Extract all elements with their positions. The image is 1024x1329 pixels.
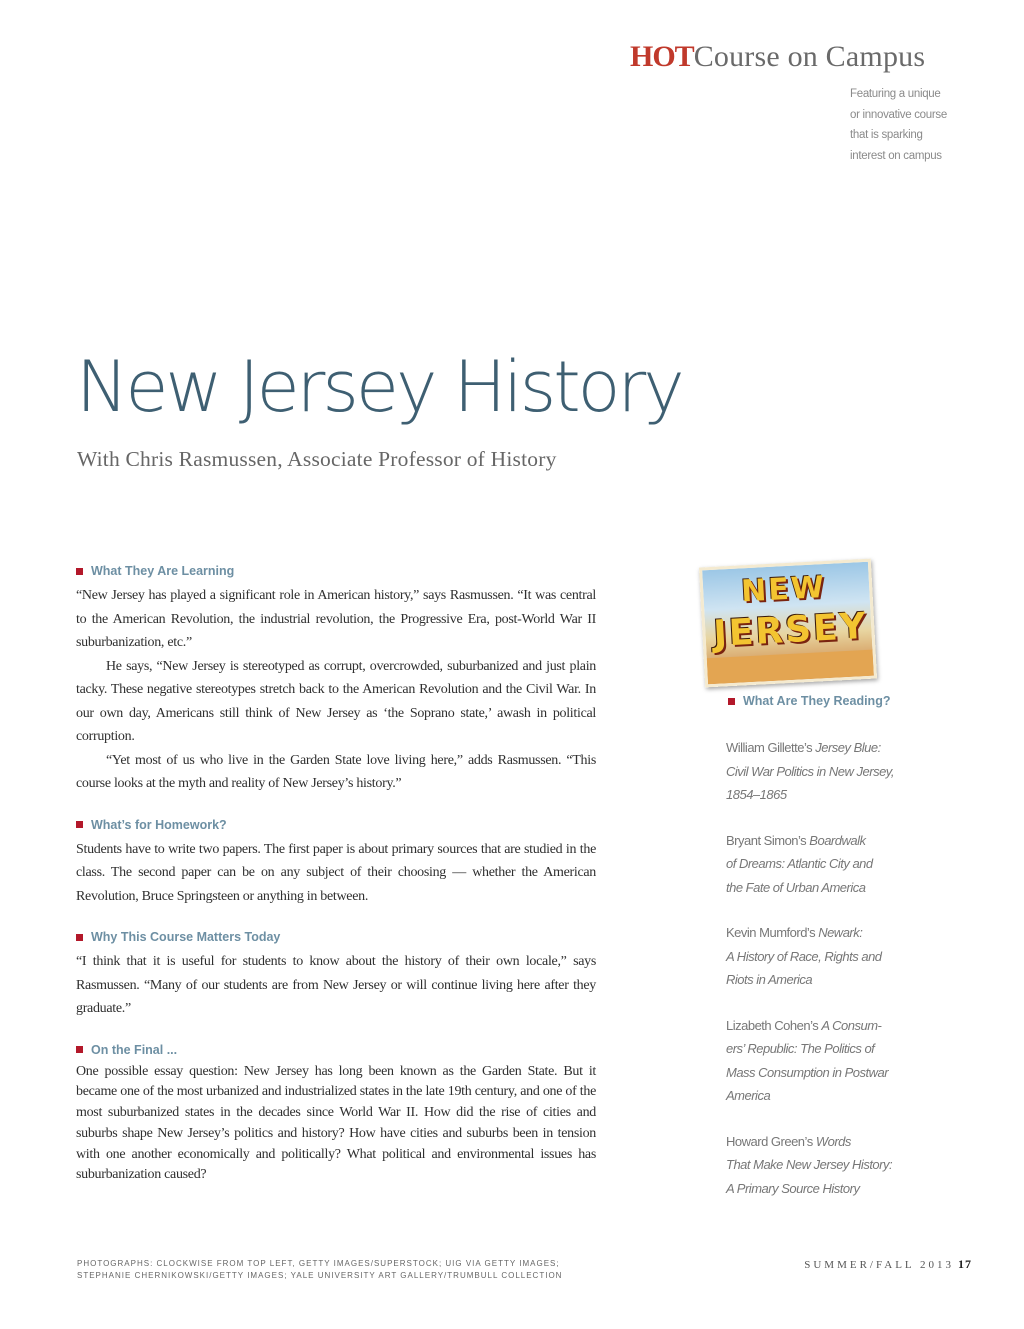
book-title: of Dreams: Atlantic City and — [726, 856, 873, 871]
postcard-word-jersey: JERSEY — [712, 605, 869, 655]
book-entry — [726, 1130, 926, 1201]
article-subtitle: With Chris Rasmussen, Associate Professor of History — [77, 447, 557, 471]
book-title: Boardwalk — [809, 832, 866, 848]
book-entry — [726, 829, 926, 900]
book-author: Bryant Simon’s — [726, 832, 810, 848]
paragraph: He says, “New Jersey is stereotyped as corrupt, overcrowded, suburbanized and just plain tacky. These negative stereotypes stretch back to the American Revolution and the Civil War. In our own day, Americans still think of New Jersey as ‘the Soprano state,’ awash in political corruption. — [76, 658, 596, 744]
book-entry — [726, 1014, 926, 1108]
section-heading — [76, 1041, 596, 1059]
square-bullet-icon — [76, 1046, 83, 1053]
reading-heading — [728, 694, 890, 708]
tagline-line: Featuring a unique — [850, 88, 941, 100]
book-title: Newark: — [818, 925, 863, 940]
masthead — [630, 40, 960, 162]
book-line — [726, 1130, 926, 1154]
square-bullet-icon — [728, 698, 735, 705]
book-author: Lizabeth Cohen’s — [726, 1017, 822, 1033]
section-heading-text: On the Final ... — [91, 1042, 178, 1057]
book-line — [726, 1014, 926, 1038]
paragraph: “New Jersey has played a significant role in American history,” says Rasmussen. “It was central to the American Revolution, the industrial revolution, the Progressive Era, post-World War II suburbanization, etc.” — [76, 588, 596, 650]
book-line — [726, 829, 926, 853]
book-line — [726, 1084, 926, 1108]
page-number: 17 — [958, 1257, 972, 1271]
book-author: William Gillette’s — [726, 740, 816, 755]
masthead-tagline — [850, 84, 970, 166]
masthead-title — [630, 40, 960, 74]
section-heading — [76, 562, 596, 580]
book-line — [726, 968, 926, 992]
paragraph: One possible essay question: New Jersey has long been known as the Garden State. But it became one of the most urbanized and industrialized states in the late 19th century, and one of the most suburbanized states in the decades since World War II. How did the rise of cities and suburbs shape New Jersey’s politics and history? How have cities and suburbs been in tension with one another economically and politically? What political and environmental issues has suburbanization caused? — [76, 1063, 596, 1183]
main-column — [76, 562, 596, 1186]
book-title: A History of Race, Rights and — [726, 948, 882, 964]
tagline-line: that is sparking — [850, 129, 923, 141]
paragraph: “I think that it is useful for students to know about the history of their own locale,” says Rasmussen. “Many of our students are from New Jersey or will continue living here after they graduate.” — [76, 954, 596, 1016]
book-author: Howard Green’s — [726, 1133, 816, 1149]
book-entry — [726, 736, 926, 807]
photo-credits — [77, 1258, 562, 1282]
book-line — [726, 783, 926, 807]
masthead-title-text: Course on Campus — [693, 40, 926, 73]
postcard-band — [707, 650, 874, 685]
book-title: Mass Consumption in Postwar — [726, 1064, 889, 1080]
tagline-line: or innovative course — [850, 108, 947, 121]
book-title: A Primary Source History — [726, 1180, 860, 1196]
section-final — [76, 1041, 596, 1187]
credit-line: PHOTOGRAPHS: CLOCKWISE FROM TOP LEFT, GETTY IMAGES/SUPERSTOCK; UIG VIA GETTY IMAGES; — [77, 1259, 560, 1268]
book-line — [726, 876, 926, 900]
book-title: 1854–1865 — [726, 787, 787, 802]
section-learning — [76, 562, 596, 796]
book-title: Civil War Politics in New Jersey, — [726, 763, 894, 779]
book-line — [726, 852, 926, 876]
book-title: America — [726, 1088, 771, 1103]
section-why-matters — [76, 928, 596, 1021]
book-title: Riots in America — [726, 972, 813, 987]
book-entry — [726, 921, 926, 992]
book-line — [726, 1153, 926, 1177]
paragraph: Students have to write two papers. The first paper is about primary sources that are studied in the class. The second paper can be on any subject of their choosing — whether the American Revolution, Bruce Springsteen or anything in between. — [76, 841, 596, 904]
square-bullet-icon — [76, 568, 83, 575]
book-title: A Consum- — [821, 1017, 882, 1033]
book-title: ers’ Republic: The Politics of — [726, 1041, 875, 1056]
article-title: New Jersey History — [76, 346, 682, 428]
book-title: That Make New Jersey History: — [726, 1157, 893, 1172]
book-title: Words — [815, 1133, 851, 1149]
section-homework — [76, 816, 596, 909]
paragraph: “Yet most of us who live in the Garden State love living here,” adds Rasmussen. “This course looks at the myth and reality of New Jersey’s history.” — [76, 752, 596, 791]
issue-label: SUMMER/FALL 2013 — [804, 1259, 954, 1271]
section-heading-text: Why This Course Matters Today — [91, 930, 281, 944]
book-title: Jersey Blue: — [815, 740, 881, 755]
postcard-word-new: NEW — [740, 569, 827, 610]
section-heading-text: What They Are Learning — [91, 564, 235, 578]
square-bullet-icon — [76, 934, 83, 941]
page-folio — [804, 1257, 972, 1272]
reading-heading-text: What Are They Reading? — [743, 694, 891, 708]
book-line — [726, 736, 926, 760]
section-heading-text: What’s for Homework? — [91, 817, 227, 832]
masthead-hot: HOT — [630, 40, 694, 73]
section-heading — [76, 816, 596, 834]
book-line — [726, 921, 926, 945]
reading-list — [726, 736, 926, 1222]
book-line — [726, 1061, 926, 1085]
book-line — [726, 760, 926, 784]
tagline-line: interest on campus — [850, 149, 942, 162]
book-line — [726, 1037, 926, 1061]
credit-line: STEPHANIE CHERNIKOWSKI/GETTY IMAGES; YALE UNIVERSITY ART GALLERY/TRUMBULL COLLECTION — [77, 1271, 563, 1280]
section-heading — [76, 928, 596, 946]
book-line — [726, 1177, 926, 1201]
book-line — [726, 945, 926, 969]
new-jersey-postcard-image — [699, 559, 877, 688]
book-title: the Fate of Urban America — [726, 879, 866, 895]
square-bullet-icon — [76, 821, 83, 828]
book-author: Kevin Mumford’s — [726, 925, 819, 940]
